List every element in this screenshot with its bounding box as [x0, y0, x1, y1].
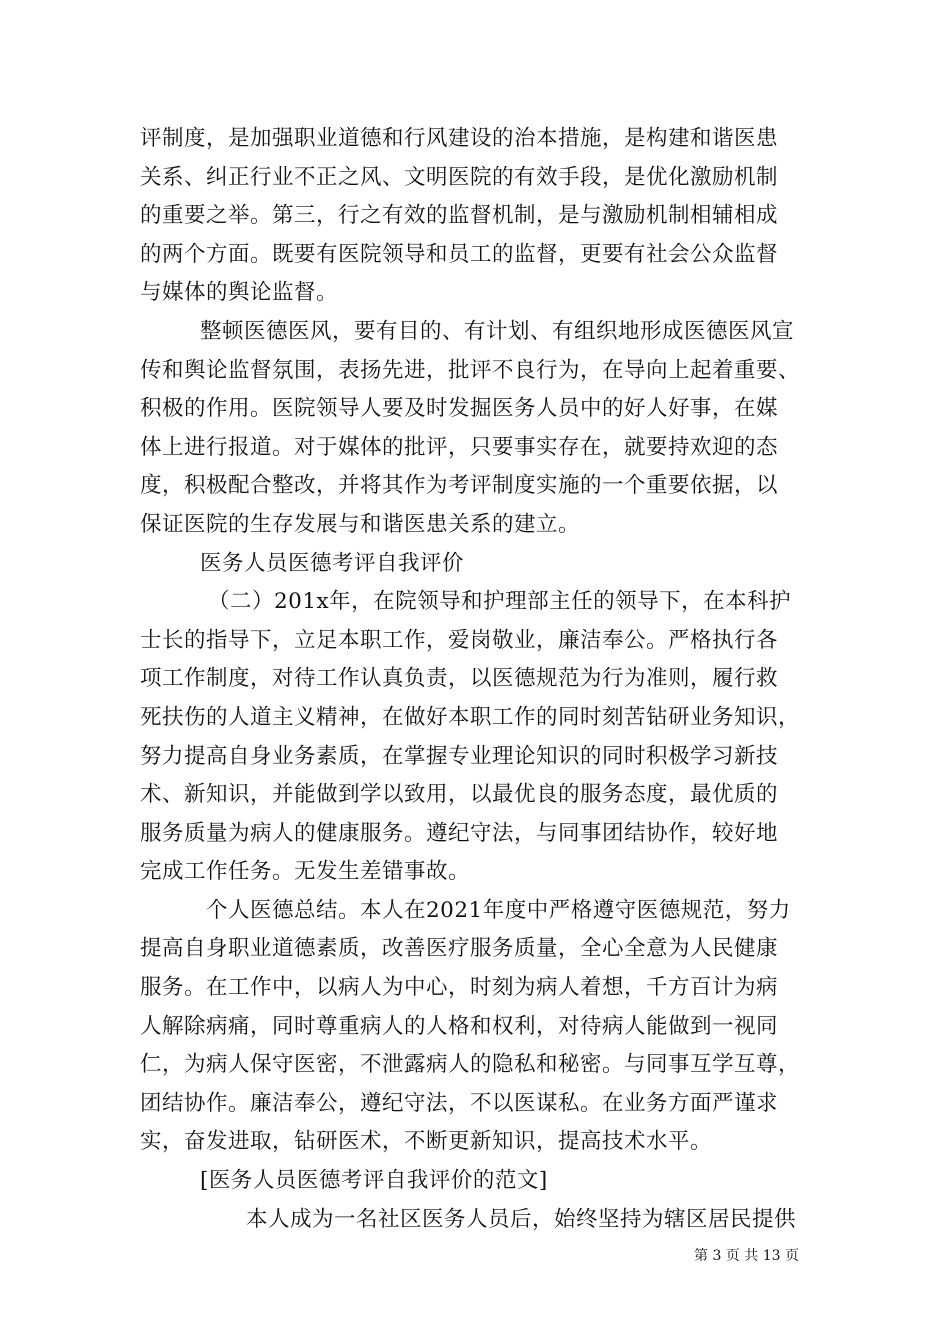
text-line: 积极的作用。医院领导人要及时发掘医务人员中的好人好事，在媒: [140, 396, 779, 422]
text-line: 完成工作任务。无发生差错事故。: [140, 859, 471, 885]
text-line: 本人成为一名社区医务人员后，始终坚持为辖区居民提供: [246, 1206, 797, 1232]
text-line: 团结协作。廉洁奉公，遵纪守法，不以医谋私。在业务方面严谨求: [140, 1090, 779, 1116]
text-line: 努力提高自身业务素质，在掌握专业理论知识的同时积极学习新技: [140, 743, 779, 769]
text-line: 提高自身职业道德素质，改善医疗服务质量，全心全意为人民健康: [140, 936, 779, 962]
text-line: 服务质量为病人的健康服务。遵纪守法，与同事团结协作，较好地: [140, 820, 779, 846]
text-line: 度，积极配合整改，并将其作为考评制度实施的一个重要依据，以: [140, 473, 779, 499]
text-line: 士长的指导下，立足本职工作，爱岗敬业，廉洁奉公。严格执行各: [140, 627, 779, 653]
text-line: [医务人员医德考评自我评价的范文]: [200, 1168, 548, 1194]
text-line: 评制度，是加强职业道德和行风建设的治本措施，是构建和谐医患: [140, 126, 779, 151]
text-line: 传和舆论监督氛围，表扬先进，批评不良行为，在导向上起着重要、: [140, 357, 801, 383]
text-line: 仁，为病人保守医密，不泄露病人的隐私和秘密。与同事互学互尊，: [140, 1052, 801, 1078]
text-line: 关系、纠正行业不正之风、文明医院的有效手段，是优化激励机制: [140, 164, 779, 190]
text-line: （二）201x年，在院领导和护理部主任的领导下，在本科护: [208, 589, 792, 615]
text-line: 保证医院的生存发展与和谐医患关系的建立。: [140, 511, 581, 537]
text-line: 实，奋发进取，钻研医术，不断更新知识，提高技术水平。: [140, 1129, 713, 1155]
text-line: 人解除病痛，同时尊重病人的人格和权利，对待病人能做到一视同: [140, 1013, 779, 1039]
page-number-footer: 第 3 页 共 13 页: [694, 1248, 799, 1264]
text-line: 的重要之举。第三，行之有效的监督机制，是与激励机制相辅相成: [140, 203, 779, 229]
text-line: 体上进行报道。对于媒体的批评，只要事实存在，就要持欢迎的态: [140, 434, 779, 460]
text-line: 服务。在工作中，以病人为中心，时刻为病人着想，千方百计为病: [140, 975, 779, 1001]
text-line: 的两个方面。既要有医院领导和员工的监督，更要有社会公众监督: [140, 241, 779, 267]
document-body: [140, 124, 820, 1243]
text-line: 术、新知识，并能做到学以致用，以最优良的服务态度，最优质的: [140, 782, 779, 808]
text-line: 死扶伤的人道主义精神，在做好本职工作的同时刻苦钻研业务知识，: [140, 704, 801, 730]
text-line: 个人医德总结。本人在2021年度中严格遵守医德规范，努力: [206, 897, 791, 923]
text-line: 整顿医德医风，要有目的、有计划、有组织地形成医德医风宣: [200, 318, 795, 344]
text-line: 项工作制度，对待工作认真负责，以医德规范为行为准则，履行救: [140, 666, 779, 692]
text-line: 与媒体的舆论监督。: [140, 280, 339, 306]
text-line: 医务人员医德考评自我评价: [200, 550, 465, 576]
